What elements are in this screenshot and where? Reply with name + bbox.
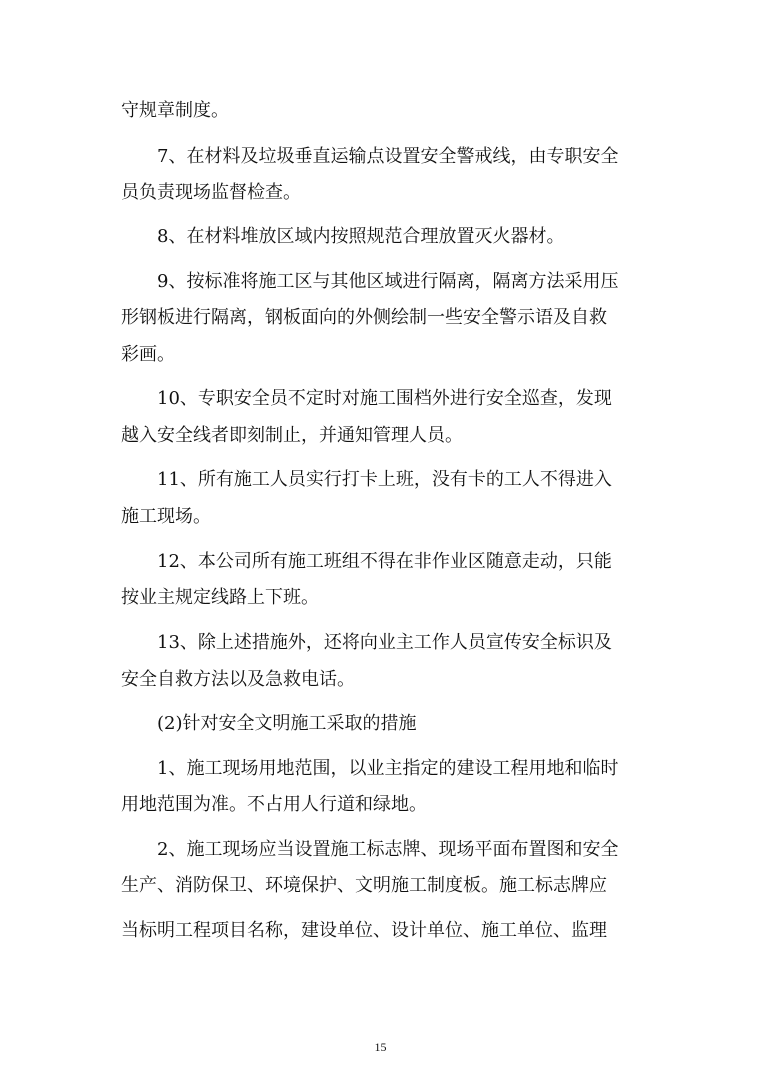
- text-line: 施工现场。: [121, 506, 211, 527]
- page-number: 15: [374, 1040, 387, 1054]
- text-line: 按业主规定线路上下班。: [121, 587, 319, 608]
- text-line: 1、施工现场用地范围，以业主指定的建设工程用地和临时: [157, 758, 619, 779]
- text-line: 8、在材料堆放区域内按照规范合理放置灭火器材。: [157, 226, 565, 247]
- text-line: 生产、消防保卫、环境保护、文明施工制度板。施工标志牌应: [121, 875, 607, 896]
- section-heading: (2)针对安全文明施工采取的措施: [157, 713, 417, 734]
- text-line: 员负责现场监督检查。: [121, 182, 301, 203]
- text-line: 7、在材料及垃圾垂直运输点设置安全警戒线，由专职安全: [157, 146, 619, 167]
- text-line: 10、专职安全员不定时对施工围档外进行安全巡查，发现: [157, 388, 612, 409]
- text-line: 守规章制度。: [121, 100, 229, 121]
- text-line: 彩画。: [121, 344, 175, 365]
- text-line: 形钢板进行隔离，钢板面向的外侧绘制一些安全警示语及自救: [121, 307, 607, 328]
- text-line: 12、本公司所有施工班组不得在非作业区随意走动，只能: [157, 551, 612, 572]
- text-line: 安全自救方法以及急救电话。: [121, 669, 355, 690]
- text-line: 9、按标准将施工区与其他区域进行隔离，隔离方法采用压: [157, 271, 619, 292]
- text-line: 当标明工程项目名称，建设单位、设计单位、施工单位、监理: [121, 920, 607, 941]
- text-line: 越入安全线者即刻制止，并通知管理人员。: [121, 425, 463, 446]
- text-line: 13、除上述措施外，还将向业主工作人员宣传安全标识及: [157, 632, 612, 653]
- text-line: 2、施工现场应当设置施工标志牌、现场平面布置图和安全: [157, 839, 619, 860]
- text-line: 11、所有施工人员实行打卡上班，没有卡的工人不得进入: [157, 469, 612, 490]
- text-line: 用地范围为准。不占用人行道和绿地。: [121, 794, 427, 815]
